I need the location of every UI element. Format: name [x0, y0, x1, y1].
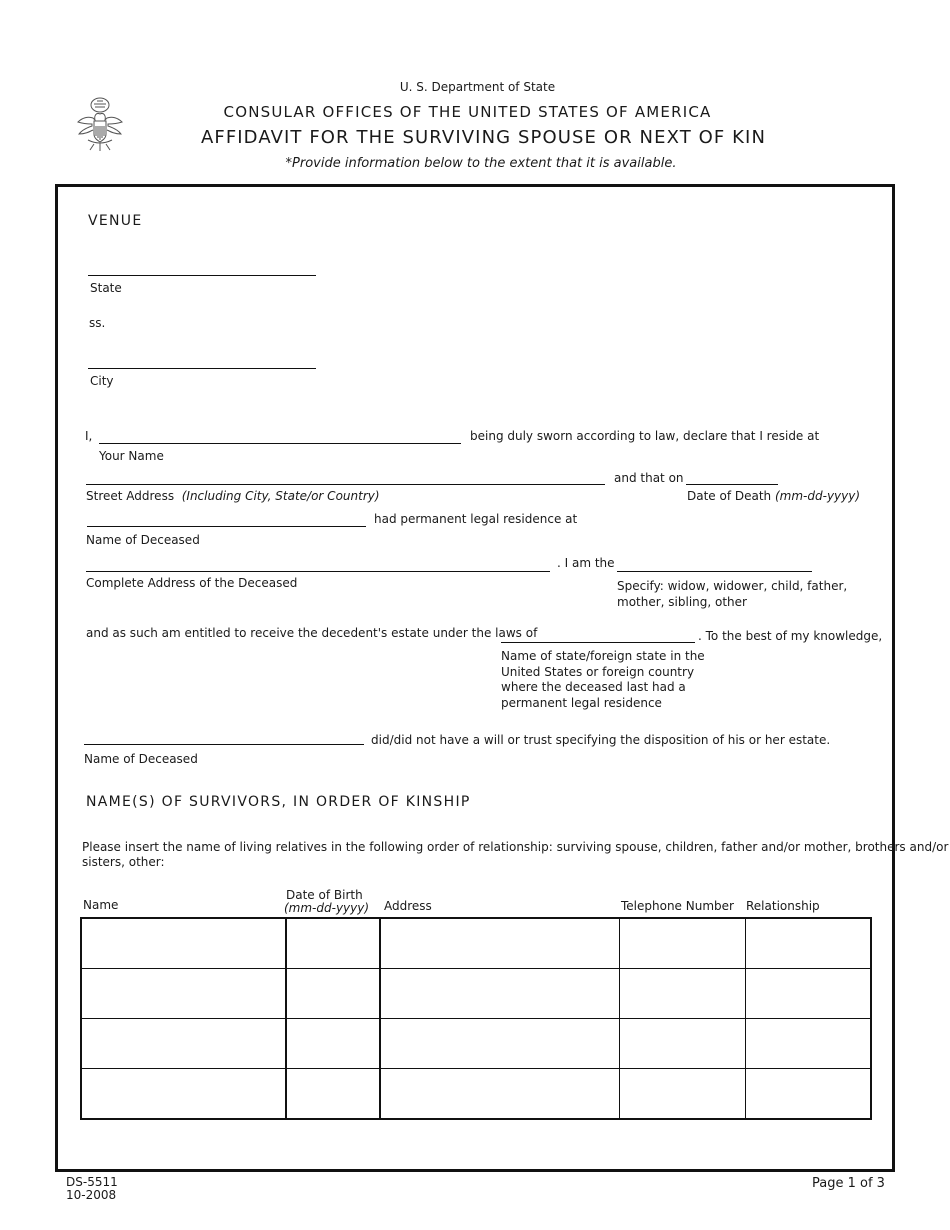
city-input[interactable] — [88, 352, 319, 368]
city-line — [88, 368, 316, 369]
i-am-the-text: . I am the — [557, 556, 615, 570]
name-of-deceased-line — [87, 526, 366, 527]
consular-offices-heading: CONSULAR OFFICES OF THE UNITED STATES OF AMERICA — [223, 103, 712, 121]
name-of-deceased-label: Name of Deceased — [86, 533, 200, 547]
cell-name[interactable] — [81, 918, 286, 969]
cell-telephone[interactable] — [619, 918, 745, 969]
state-law-line — [501, 642, 695, 643]
state-input[interactable] — [88, 258, 319, 274]
col-header-telephone: Telephone Number — [621, 899, 734, 913]
city-label: City — [90, 374, 114, 388]
deceased-address-line — [86, 571, 550, 572]
state-law-label-3: where the deceased last had a — [501, 680, 686, 694]
cell-relationship[interactable] — [745, 1019, 871, 1069]
cell-address[interactable] — [380, 1069, 619, 1120]
i-prefix: I, — [85, 429, 93, 443]
date-of-death-line — [686, 484, 778, 485]
cell-relationship[interactable] — [745, 918, 871, 969]
relationship-input[interactable] — [617, 554, 814, 570]
entitled-text: and as such am entitled to receive the decedent's estate under the laws of — [86, 626, 538, 640]
best-knowledge-text: . To the best of my knowledge, — [698, 629, 883, 643]
relationship-line — [617, 571, 812, 572]
page-number: Page 1 of 3 — [812, 1176, 885, 1191]
survivors-heading: NAME(S) OF SURVIVORS, IN ORDER OF KINSHIP — [86, 794, 471, 810]
state-law-label-1: Name of state/foreign state in the — [501, 649, 705, 663]
specify-label-1: Specify: widow, widower, child, father, — [617, 579, 848, 593]
will-text: did/did not have a will or trust specifying the disposition of his or her estate. — [371, 733, 831, 747]
name-of-deceased-input[interactable] — [87, 509, 368, 525]
col-header-dob: Date of Birth — [286, 888, 363, 902]
street-address-input[interactable] — [86, 467, 607, 483]
cell-dob[interactable] — [286, 1069, 380, 1120]
table-row — [81, 1069, 871, 1120]
form-date: 10-2008 — [66, 1188, 117, 1202]
col-header-address: Address — [384, 899, 432, 913]
col-header-relationship: Relationship — [746, 899, 820, 913]
availability-note: *Provide information below to the extent that it is available. — [285, 156, 677, 171]
table-row — [81, 969, 871, 1019]
date-of-death-label: Date of Death (mm-dd-yyyy) — [687, 489, 861, 503]
sworn-text: being duly sworn according to law, declare that I reside at — [470, 429, 820, 443]
name-of-deceased-2-label: Name of Deceased — [84, 752, 198, 766]
ss-label: ss. — [89, 316, 106, 330]
had-residence-text: had permanent legal residence at — [374, 512, 578, 526]
cell-address[interactable] — [380, 918, 619, 969]
state-label: State — [90, 281, 122, 295]
table-row — [81, 1019, 871, 1069]
col-header-name: Name — [83, 898, 119, 912]
col-header-dob-hint: (mm-dd-yyyy) — [284, 901, 370, 915]
table-row — [81, 918, 871, 969]
cell-name[interactable] — [81, 1019, 286, 1069]
street-address-label: Street Address (Including City, State/or Country) — [86, 489, 380, 503]
department-name: U. S. Department of State — [399, 80, 556, 94]
your-name-line — [99, 443, 461, 444]
specify-label-2: mother, sibling, other — [617, 595, 747, 609]
cell-address[interactable] — [380, 1019, 619, 1069]
cell-relationship[interactable] — [745, 1069, 871, 1120]
cell-relationship[interactable] — [745, 969, 871, 1019]
form-number: DS-5511 — [66, 1175, 118, 1189]
survivors-instructions-1: Please insert the name of living relatives in the following order of relationship: surviving spouse, children, father and/or mother, brothers and/or — [82, 840, 949, 854]
your-name-label: Your Name — [99, 449, 164, 463]
state-law-label-4: permanent legal residence — [501, 696, 662, 710]
cell-telephone[interactable] — [619, 969, 745, 1019]
your-name-input[interactable] — [99, 427, 463, 443]
survivors-instructions-2: sisters, other: — [82, 855, 165, 869]
cell-dob[interactable] — [286, 1019, 380, 1069]
cell-name[interactable] — [81, 1069, 286, 1120]
cell-telephone[interactable] — [619, 1069, 745, 1120]
survivors-table — [80, 917, 872, 1120]
cell-dob[interactable] — [286, 918, 380, 969]
deceased-address-input[interactable] — [86, 554, 552, 570]
and-that-on-text: and that on — [614, 471, 684, 485]
cell-telephone[interactable] — [619, 1019, 745, 1069]
page-title: AFFIDAVIT FOR THE SURVIVING SPOUSE OR NEXT OF KIN — [200, 127, 767, 148]
cell-address[interactable] — [380, 969, 619, 1019]
state-law-label-2: United States or foreign country — [501, 665, 695, 679]
state-line — [88, 275, 316, 276]
date-of-death-input[interactable] — [686, 467, 780, 483]
name-of-deceased-2-input[interactable] — [84, 727, 365, 743]
cell-name[interactable] — [81, 969, 286, 1019]
complete-address-label: Complete Address of the Deceased — [86, 576, 298, 590]
state-law-input[interactable] — [501, 625, 697, 641]
venue-heading: VENUE — [88, 213, 143, 229]
name-of-deceased-2-line — [84, 744, 364, 745]
street-address-line — [86, 484, 605, 485]
cell-dob[interactable] — [286, 969, 380, 1019]
